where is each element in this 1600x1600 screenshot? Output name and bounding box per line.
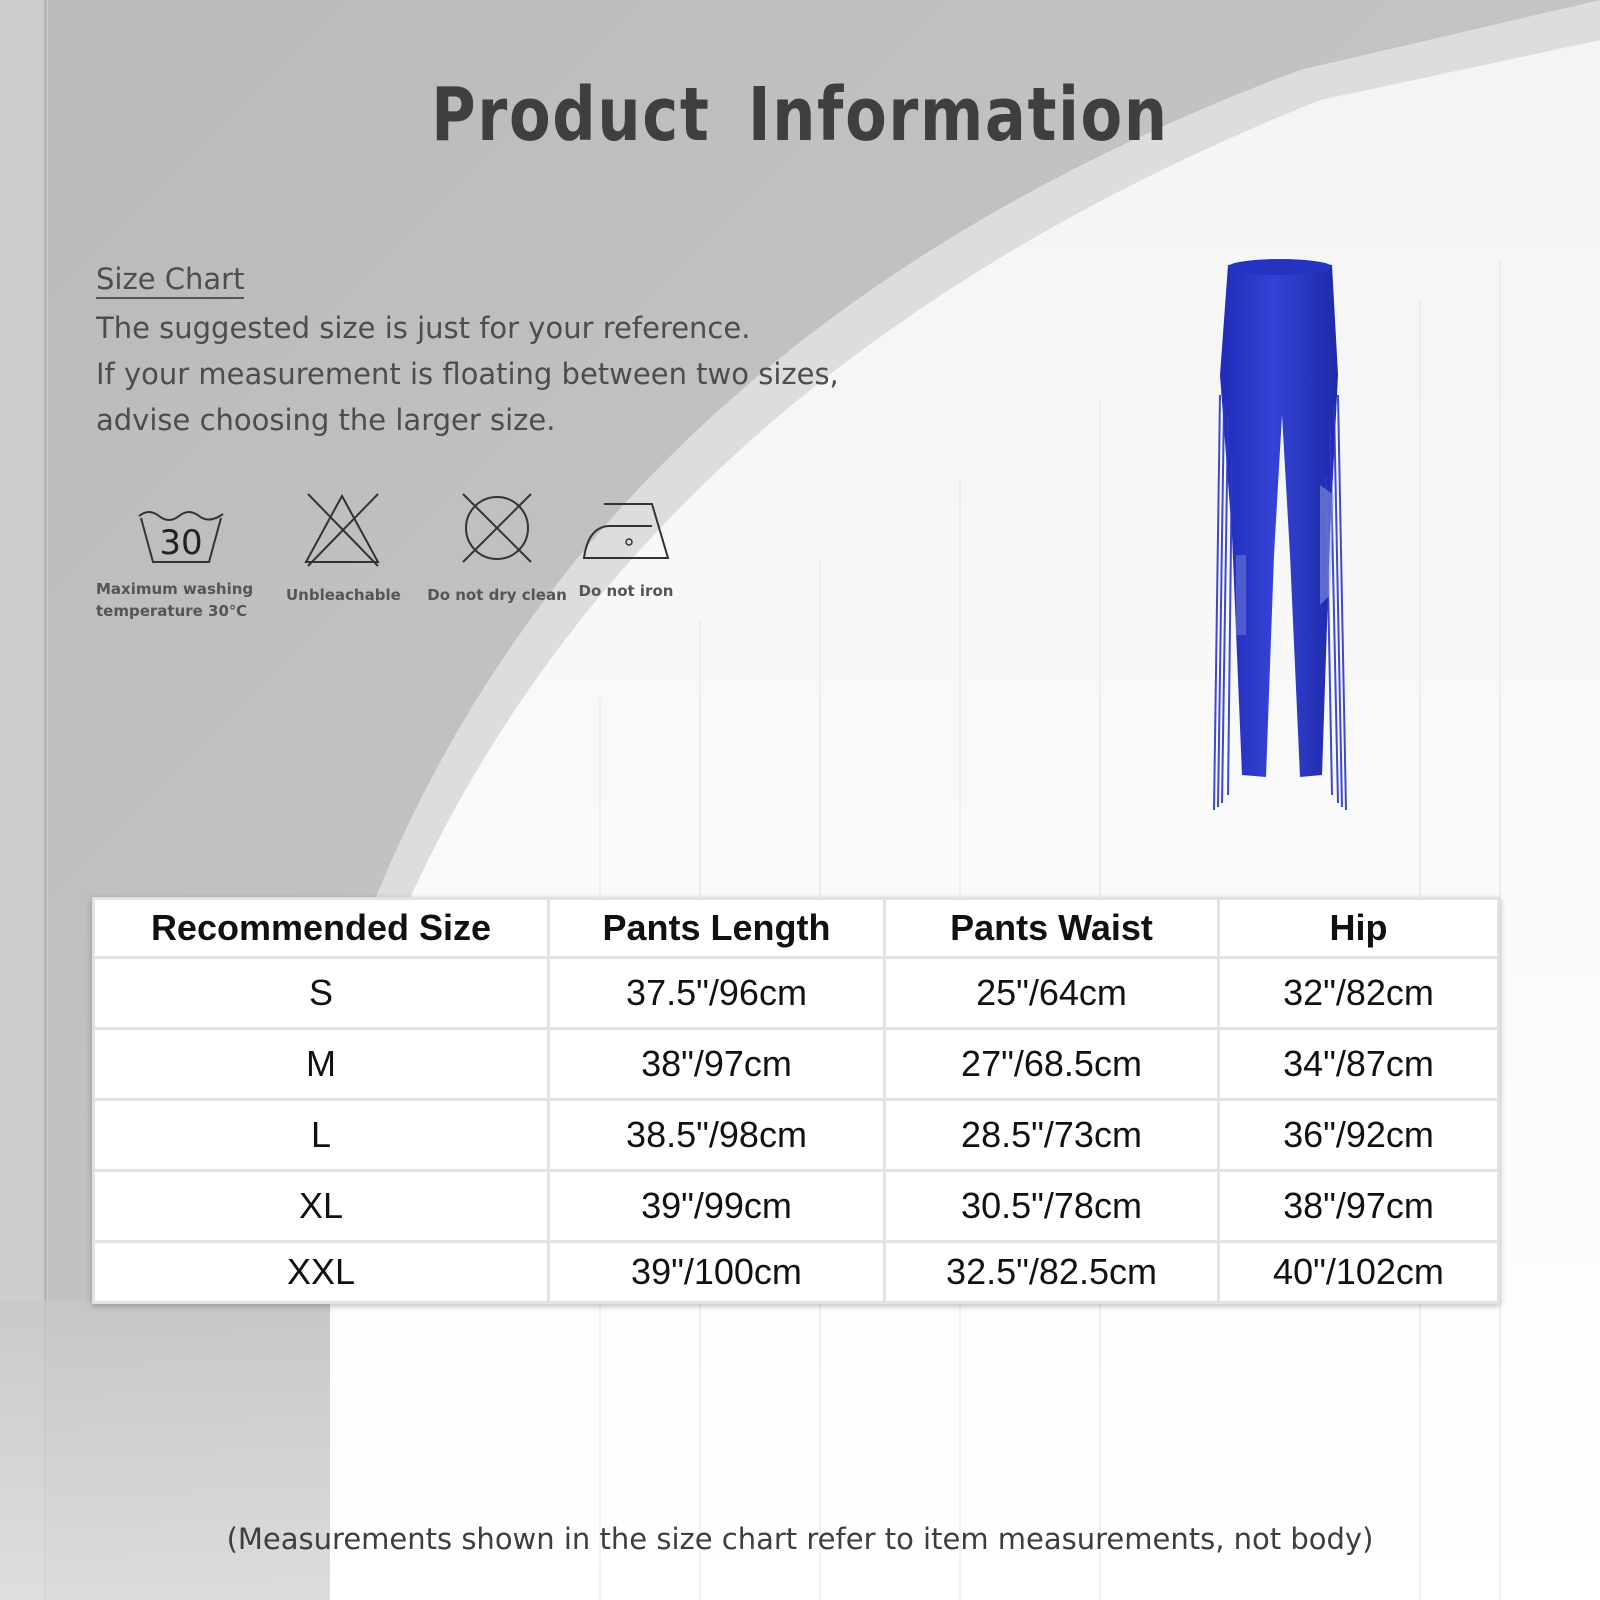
intro-line-3: advise choosing the larger size. (96, 403, 556, 437)
care-label-no-iron: Do not iron (578, 582, 674, 600)
cell-length: 39"/100cm (549, 1242, 885, 1303)
blue-fringe-pants-image (1170, 255, 1390, 825)
header-pants-waist: Pants Waist (885, 899, 1219, 958)
care-label-no-bleach: Unbleachable (286, 586, 401, 604)
size-chart-heading: Size Chart (96, 262, 244, 299)
intro-line-2: If your measurement is floating between two sizes, (96, 357, 839, 391)
cell-length: 39"/99cm (549, 1171, 885, 1242)
cell-waist: 32.5"/82.5cm (885, 1242, 1219, 1303)
cell-size: S (94, 958, 549, 1029)
no-bleach-icon (302, 490, 382, 570)
measurement-footnote: (Measurements shown in the size chart refer to item measurements, not body) (226, 1522, 1374, 1556)
table-row (94, 958, 1499, 1029)
wash-temp-number: 30 (159, 523, 203, 563)
size-chart-intro (96, 262, 916, 443)
cell-hip: 34"/87cm (1219, 1029, 1499, 1100)
care-no-dry-clean (422, 490, 572, 606)
cell-length: 38"/97cm (549, 1029, 885, 1100)
table-row (94, 1242, 1499, 1303)
table-row (94, 1029, 1499, 1100)
cell-size: XL (94, 1171, 549, 1242)
no-dry-clean-icon (459, 490, 535, 566)
cell-hip: 32"/82cm (1219, 958, 1499, 1029)
cell-waist: 30.5"/78cm (885, 1171, 1219, 1242)
care-no-bleach (286, 490, 401, 606)
cell-size: XXL (94, 1242, 549, 1303)
cell-length: 37.5"/96cm (549, 958, 885, 1029)
care-label-wash-1: Maximum washing (96, 580, 254, 598)
cell-size: M (94, 1029, 549, 1100)
page-title: Product Information (431, 72, 1169, 158)
table-header-row (94, 899, 1499, 958)
care-instructions (96, 490, 716, 630)
cell-hip: 38"/97cm (1219, 1171, 1499, 1242)
cell-hip: 40"/102cm (1219, 1242, 1499, 1303)
cell-waist: 25"/64cm (885, 958, 1219, 1029)
cell-hip: 36"/92cm (1219, 1100, 1499, 1171)
cell-waist: 28.5"/73cm (885, 1100, 1219, 1171)
care-label-wash-2: temperature 30℃ (96, 602, 248, 620)
wash-tub-30-icon (135, 504, 227, 566)
care-no-iron (576, 500, 676, 602)
intro-line-1: The suggested size is just for your reference. (96, 311, 751, 345)
care-label-no-dry-clean: Do not dry clean (427, 586, 567, 604)
header-recommended-size: Recommended Size (94, 899, 549, 958)
care-wash-30 (96, 504, 266, 622)
header-hip: Hip (1219, 899, 1499, 958)
header-pants-length: Pants Length (549, 899, 885, 958)
table-row (94, 1171, 1499, 1242)
no-iron-icon (582, 500, 670, 564)
size-table (92, 897, 1500, 1304)
table-row (94, 1100, 1499, 1171)
cell-size: L (94, 1100, 549, 1171)
cell-length: 38.5"/98cm (549, 1100, 885, 1171)
cell-waist: 27"/68.5cm (885, 1029, 1219, 1100)
